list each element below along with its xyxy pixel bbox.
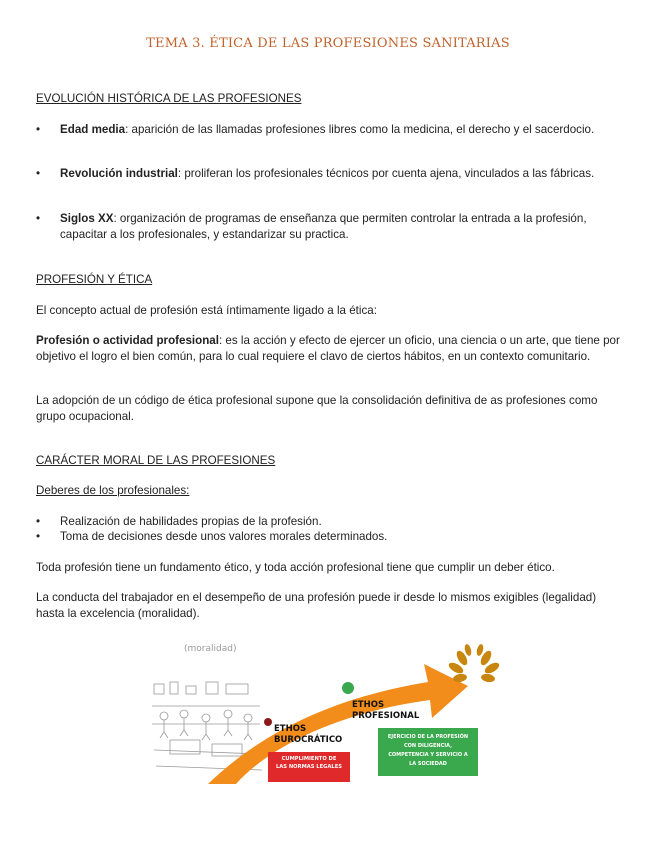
bullet-term: Edad media bbox=[60, 123, 126, 136]
bullet-text: : aparición de las llamadas profesiones libres como la medicina, el derecho y el sacerdocio. bbox=[125, 123, 595, 136]
page-title: TEMA 3. ÉTICA DE LAS PROFESIONES SANITARIAS bbox=[146, 36, 510, 51]
duty-text: Toma de decisiones desde unos valores morales determinados. bbox=[60, 530, 388, 543]
paragraph-definition bbox=[36, 333, 626, 364]
duty-item bbox=[36, 529, 626, 545]
ethos-profesional-label: ETHOS PROFESIONAL bbox=[352, 700, 420, 721]
paragraph-conducta: La conducta del trabajador en el desempeño de una profesión puede ir desde lo mismos exigibles (legalidad) hasta la excelencia (moralidad). bbox=[36, 591, 597, 620]
section-heading-profesion-etica: PROFESIÓN Y ÉTICA bbox=[36, 273, 153, 286]
bullet-dot: • bbox=[36, 530, 41, 543]
bullet-revolucion-industrial bbox=[36, 166, 626, 182]
moralidad-label: (moralidad) bbox=[184, 644, 237, 654]
paragraph-fundamento: Toda profesión tiene un fundamento ético, y toda acción profesional tiene que cumplir un deber ético. bbox=[36, 561, 555, 574]
paragraph-intro: El concepto actual de profesión está íntimamente ligado a la ética: bbox=[36, 304, 377, 317]
section-heading-caracter-moral: CARÁCTER MORAL DE LAS PROFESIONES bbox=[36, 454, 276, 467]
green-box-text: EJERCICIO DE LA PROFESIÓN CON DILIGENCIA, COMPETENCIA Y SERVICIO A LA SOCIEDAD bbox=[387, 734, 469, 767]
bullet-siglos-xx bbox=[36, 211, 626, 242]
definition-text: : es la acción y efecto de ejercer un oficio, una ciencia o un arte, que tiene por objetivo el logro el bien común, para lo cual requiere el clavo de ciertos hábitos, en un contexto comunitario. bbox=[36, 334, 620, 363]
red-box-text: CUMPLIMIENTO DE LAS NORMAS LEGALES bbox=[275, 756, 343, 770]
bullet-dot: • bbox=[36, 212, 41, 225]
bullet-dot: • bbox=[36, 515, 41, 528]
duty-text: Realización de habilidades propias de la profesión. bbox=[60, 515, 322, 528]
burocratico-dot bbox=[264, 718, 272, 726]
bullet-term: Revolución industrial bbox=[60, 167, 178, 180]
section-heading-evolucion: EVOLUCIÓN HISTÓRICA DE LAS PROFESIONES bbox=[36, 92, 302, 105]
profesional-dot bbox=[342, 682, 354, 694]
bullet-dot: • bbox=[36, 167, 41, 180]
definition-term: Profesión o actividad profesional bbox=[36, 334, 219, 347]
duty-item bbox=[36, 514, 626, 530]
bullet-dot: • bbox=[36, 123, 41, 136]
bullet-term: Siglos XX bbox=[60, 212, 114, 225]
subheading-deberes: Deberes de los profesionales: bbox=[36, 484, 190, 497]
paragraph-adoption: La adopción de un código de ética profesional supone que la consolidación definitiva de as profesiones como grupo ocupacional. bbox=[36, 394, 598, 423]
bullet-text: : proliferan los profesionales técnicos por cuenta ajena, vinculados a las fábricas. bbox=[177, 167, 595, 180]
ethos-diagram bbox=[150, 634, 500, 786]
ethos-burocratico-label: ETHOS BUROCRÁTICO bbox=[274, 724, 343, 745]
bullet-edad-media bbox=[36, 122, 626, 138]
bullet-text: : organización de programas de enseñanza que permiten controlar la entrada a la profesión, capacitar a los profesionales, y estandarizar su practica. bbox=[60, 212, 587, 241]
